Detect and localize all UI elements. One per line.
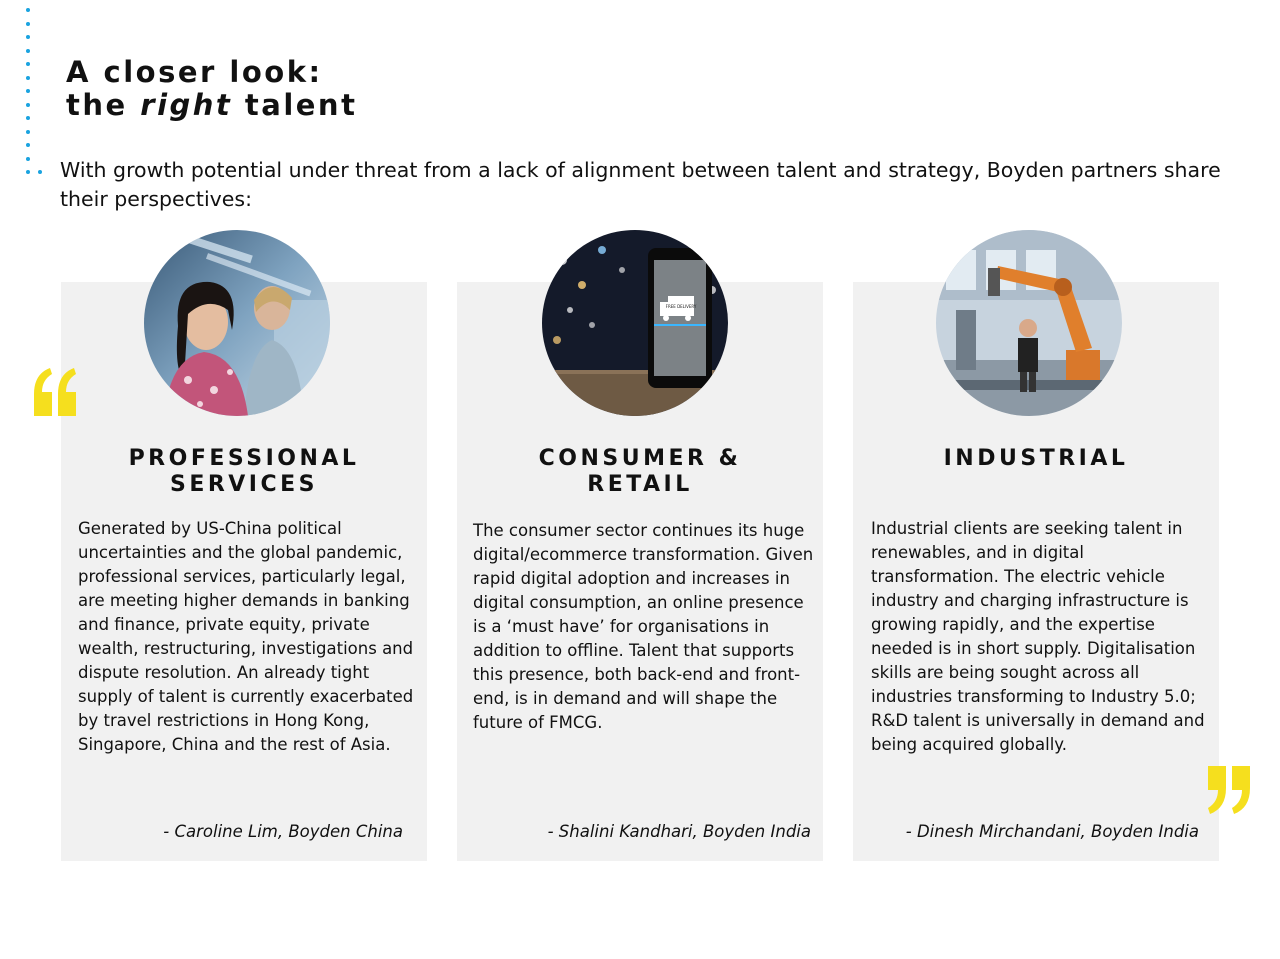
card-title-line-2: SERVICES (169, 472, 319, 497)
card-title-line-1: CONSUMER & (538, 446, 742, 471)
accent-dot (26, 76, 30, 80)
accent-dot (38, 170, 42, 174)
title-line-1: A closer look: (66, 55, 323, 89)
accent-dot (26, 49, 30, 53)
card-body: The consumer sector continues its huge digital/ecommerce transformation. Given rapid digital adoption and increases in digital consumption, an online presence is a ‘must have’ for organisations in addition to offline. Talent that supports this presence, both back-end and front-end, is in demand and will shape the future of FMCG. (473, 521, 814, 732)
card-body: Generated by US-China political uncertainties and the global pandemic, professional services, particularly legal, are meeting higher demands in banking and finance, private equity, private wealth, restructuring, investigations and dispute resolution. An already tight supply of talent is currently exacerbated by travel restrictions in Hong Kong, Singapore, China and the rest of Asia. (78, 519, 414, 754)
accent-dot (26, 8, 30, 12)
card-attribution: - Dinesh Mirchandani, Boyden India (905, 822, 1199, 841)
title-emphasis: right (140, 88, 233, 122)
accent-dot (26, 116, 30, 120)
card-title (61, 446, 427, 498)
intro-paragraph: With growth potential under threat from a lack of alignment between talent and strategy, Boyden partners share their perspectives: (60, 158, 1221, 211)
professionals-photo (144, 230, 330, 416)
card-attribution: - Caroline Lim, Boyden China (163, 822, 403, 841)
opening-quote-icon (32, 368, 78, 418)
card-title-line-1: INDUSTRIAL (943, 446, 1129, 471)
card-body: Industrial clients are seeking talent in renewables, and in digital transformation. The electric vehicle industry and charging infrastructure is growing rapidly, and the expertise needed is in short supply. Digitalisation skills are being sought across all industries transforming to Industry 5.0; R&D talent is universally in demand and being acquired globally. (871, 519, 1205, 754)
card-title (457, 446, 823, 498)
card-title-line-2: RETAIL (587, 472, 693, 497)
accent-dot (26, 35, 30, 39)
accent-dot (26, 170, 30, 174)
accent-dot (26, 62, 30, 66)
page-title (66, 56, 357, 122)
title-line-2-prefix: the (66, 88, 141, 122)
accent-dot (26, 157, 30, 161)
industrial-robot-photo (936, 230, 1122, 416)
accent-dot (26, 143, 30, 147)
title-line-2-suffix: talent (232, 88, 358, 122)
accent-dot (26, 103, 30, 107)
accent-dot (26, 130, 30, 134)
card-title-line-1: PROFESSIONAL (128, 446, 360, 471)
accent-dot (26, 22, 30, 26)
accent-dot (26, 89, 30, 93)
free-delivery-label: FREE DELIVERY (665, 304, 697, 309)
card-title (853, 446, 1219, 472)
decorative-dotted-line (22, 6, 52, 196)
smartphone-delivery-photo (542, 230, 728, 416)
closing-quote-icon (1206, 764, 1252, 814)
card-attribution: - Shalini Kandhari, Boyden India (547, 822, 811, 841)
